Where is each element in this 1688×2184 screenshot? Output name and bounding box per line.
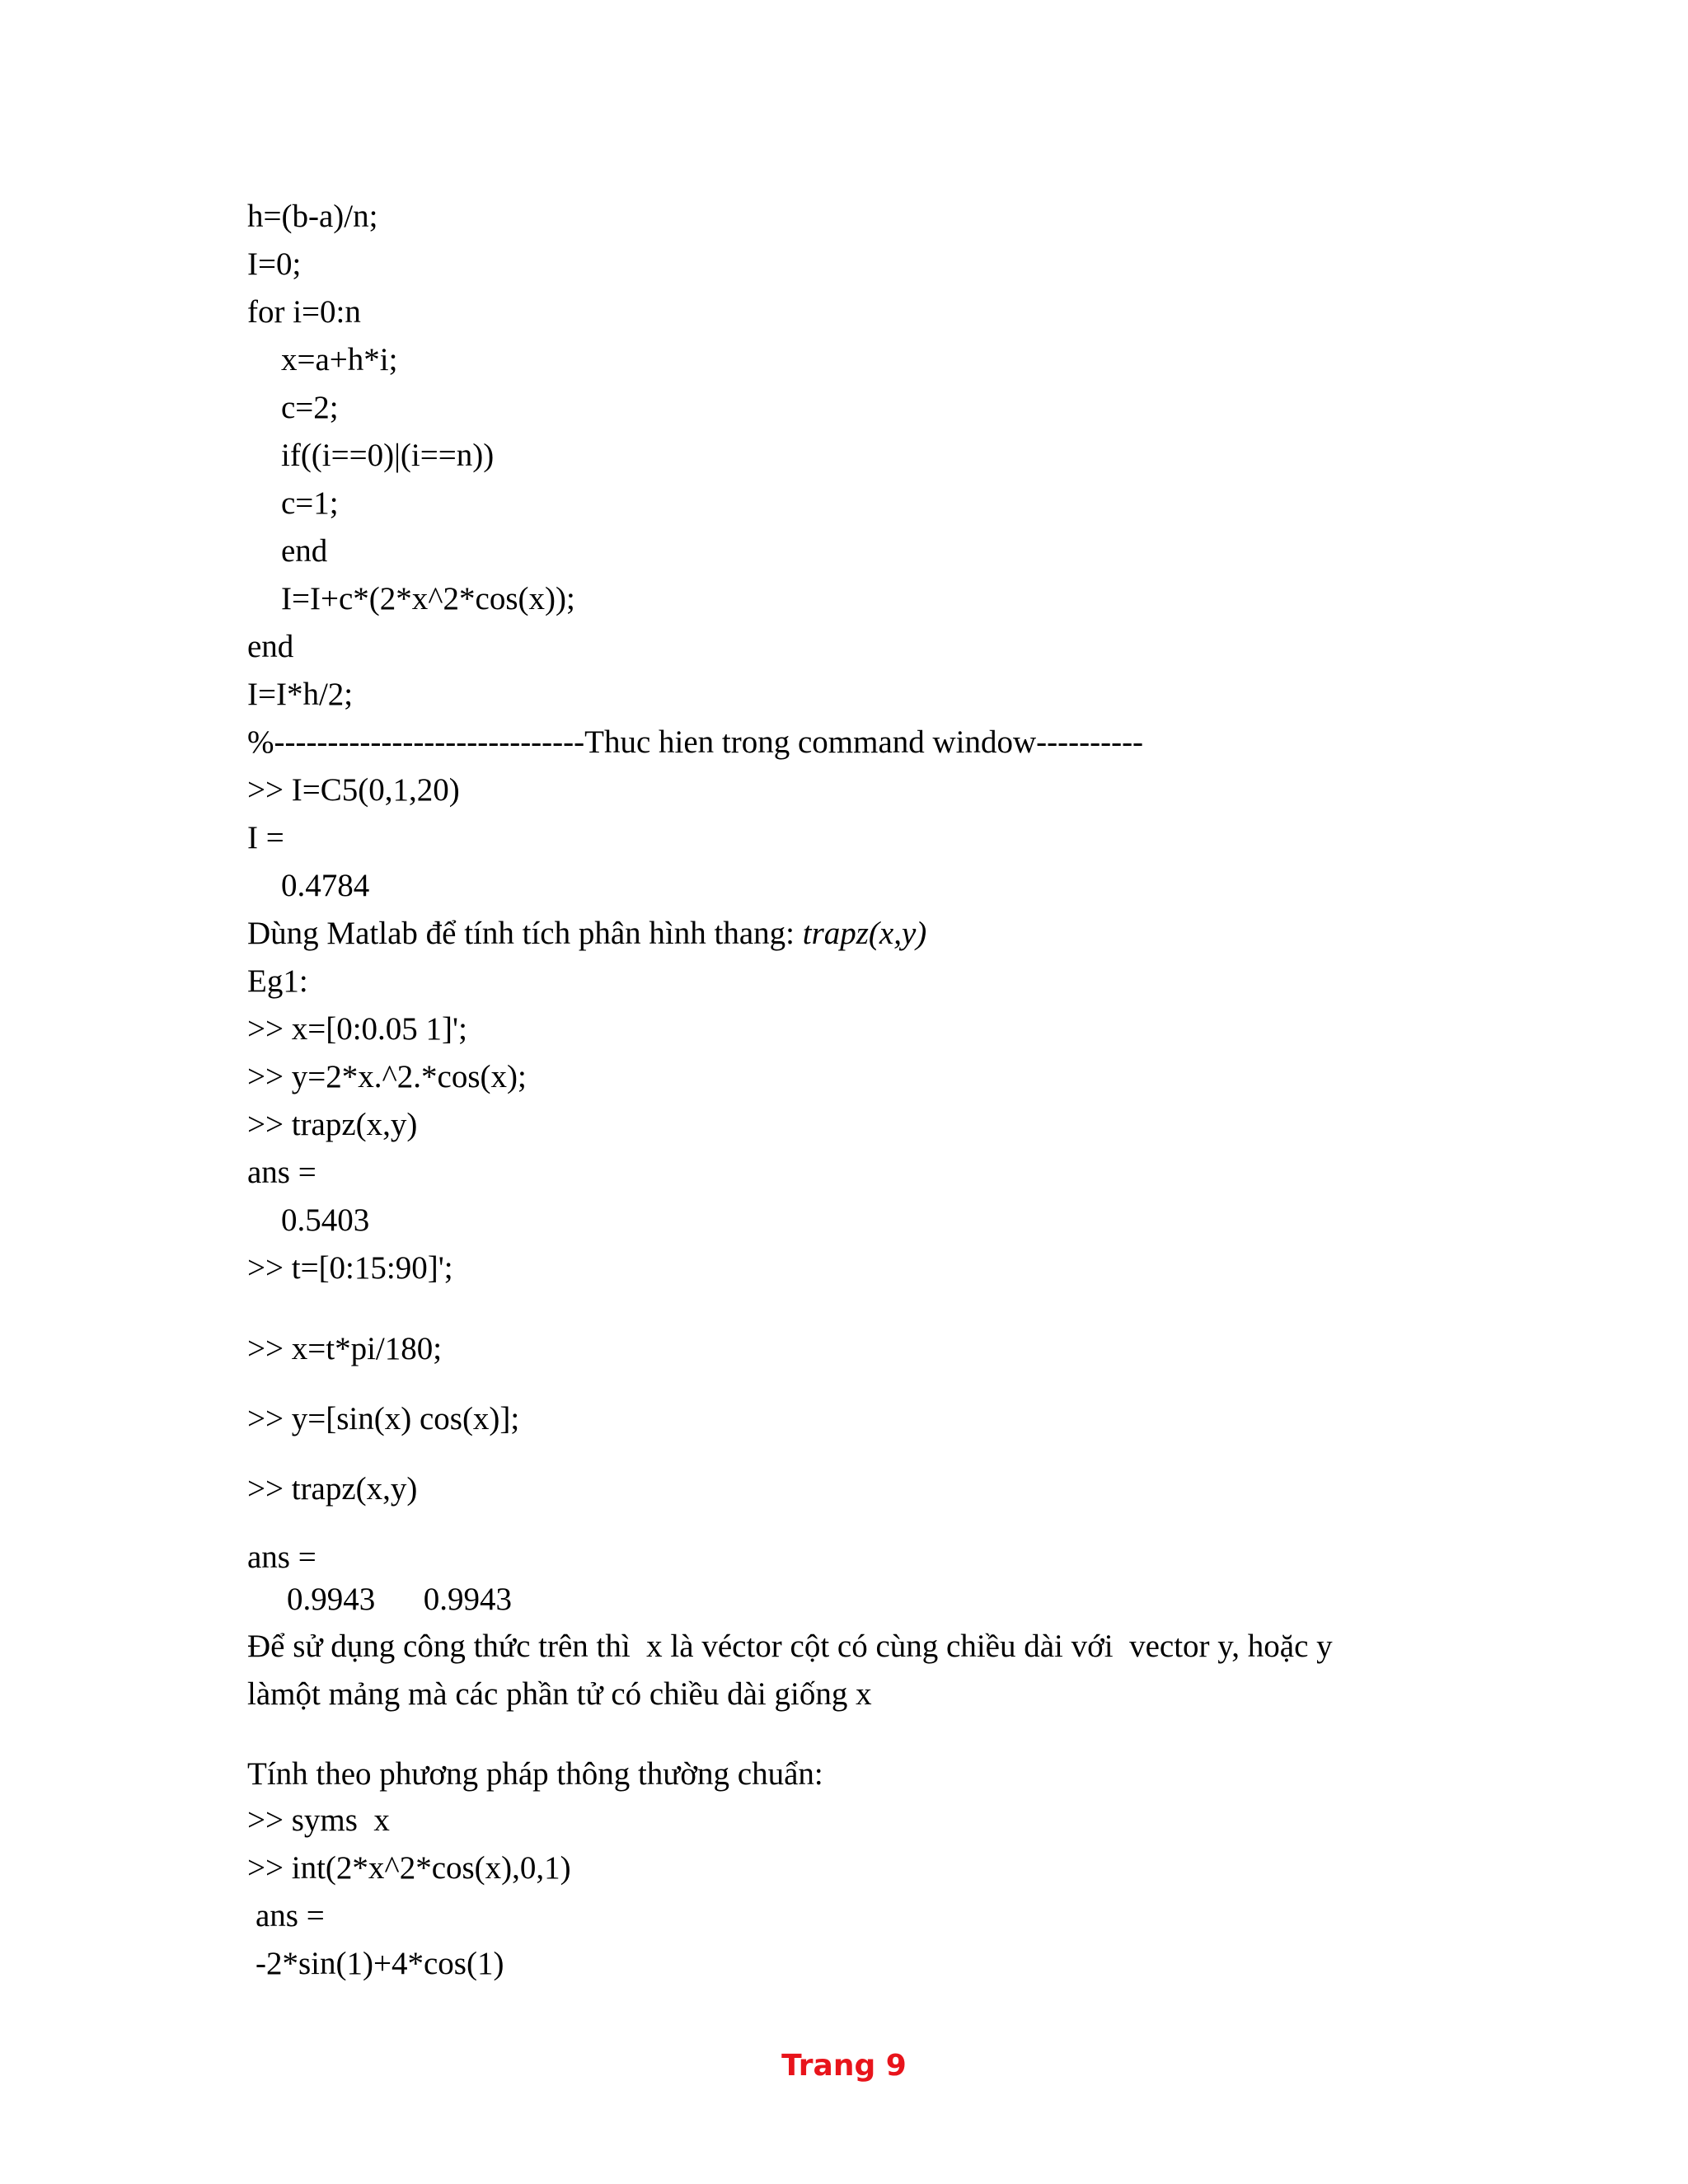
code-line: c=2; [281,390,339,425]
comment-line: %-----------------------------Thuc hien trong command window---------- [247,724,1144,760]
trapz-function: trapz(x,y) [802,916,927,951]
code-line: if((i==0)|(i==n)) [281,438,495,473]
command-line: >> y=[sin(x) cos(x)]; [247,1401,520,1436]
output-label: ans = [247,1540,316,1575]
output-label: ans = [256,1898,325,1933]
command-line: >> x=t*pi/180; [247,1331,443,1366]
note-line: Để sử dụng công thức trên thì x là véctor cột có cùng chiều dài với vector y, hoặc y [247,1629,1333,1664]
section-heading: Tính theo phương pháp thông thường chuẩn: [247,1756,823,1792]
example-heading: Eg1: [247,963,308,999]
code-line: h=(b-a)/n; [247,199,378,234]
trapz-intro-text: Dùng Matlab để tính tích phân hình thang: [247,916,803,951]
output-label: I = [247,820,284,855]
command-line: >> trapz(x,y) [247,1471,418,1507]
trapz-intro [247,914,926,954]
code-line: end [281,533,328,569]
output-value: 0.9943 0.9943 [287,1582,512,1617]
command-line: >> trapz(x,y) [247,1107,418,1142]
command-line: >> y=2*x.^2.*cos(x); [247,1059,527,1094]
page-number: Trang 9 [781,2049,907,2083]
output-value: -2*sin(1)+4*cos(1) [256,1946,504,1981]
command-line: >> I=C5(0,1,20) [247,772,460,808]
command-line: >> int(2*x^2*cos(x),0,1) [247,1850,571,1886]
output-label: ans = [247,1155,316,1190]
command-line: >> t=[0:15:90]'; [247,1250,453,1286]
code-line: I=I*h/2; [247,677,354,712]
code-line: I=0; [247,246,302,282]
output-value: 0.4784 [281,868,370,903]
code-line: c=1; [281,485,339,521]
command-line: >> syms x [247,1802,390,1838]
code-line: x=a+h*i; [281,342,398,377]
command-line: >> x=[0:0.05 1]'; [247,1011,467,1047]
note-line: làmột mảng mà các phần tử có chiều dài giống x [247,1676,872,1712]
code-line: I=I+c*(2*x^2*cos(x)); [281,581,575,616]
code-line: end [247,629,294,664]
code-line: for i=0:n [247,294,361,330]
output-value: 0.5403 [281,1202,370,1238]
